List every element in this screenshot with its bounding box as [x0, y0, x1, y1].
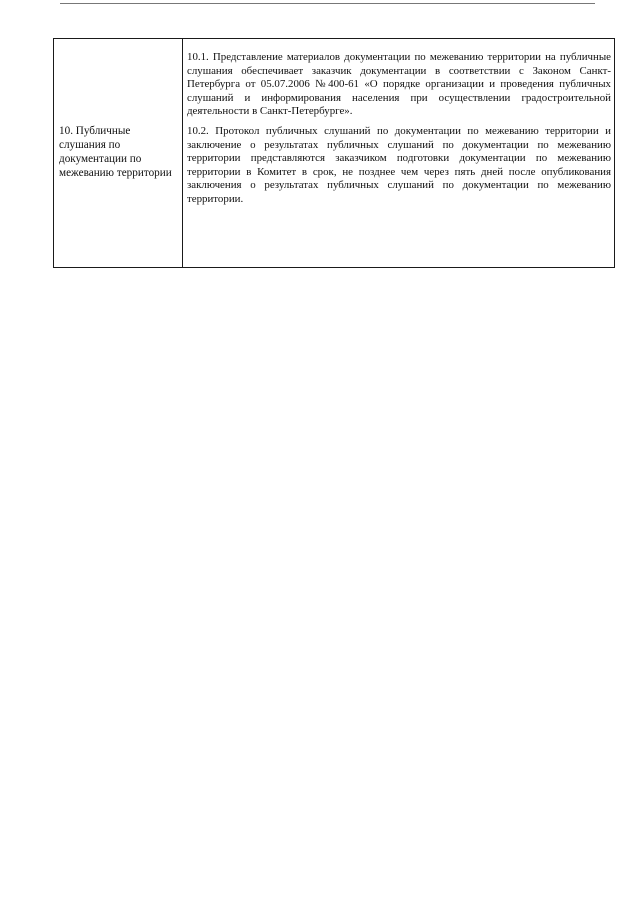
top-border-line	[60, 3, 595, 4]
paragraph-10-2: 10.2. Протокол публичных слушаний по документации по межеванию территории и заключение о результатах публичных слушаний по документации по межеванию территории представляются заказчиком подготовки документации по межеванию территории в Комитет в срок, не позднее чем через пять дней после опубликования заключения о результатах публичных слушаний по документации по межеванию территории.	[187, 124, 611, 205]
table-row	[54, 39, 615, 268]
section-content-cell	[183, 39, 615, 268]
paragraph-10-1: 10.1. Представление материалов документации по межеванию территории на публичные слушания обеспечивает заказчик документации в соответствии с Законом Санкт-Петербурга от 05.07.2006 №400-61 «О порядке организации и проведения публичных слушаний и информирования населения при осуществлении градостроительной деятельности в Санкт-Петербурге».	[187, 51, 611, 118]
section-title: 10. Публичные слушания по документации по межеванию территории	[59, 125, 172, 179]
requirements-table	[53, 38, 615, 268]
section-title-cell	[54, 39, 183, 268]
